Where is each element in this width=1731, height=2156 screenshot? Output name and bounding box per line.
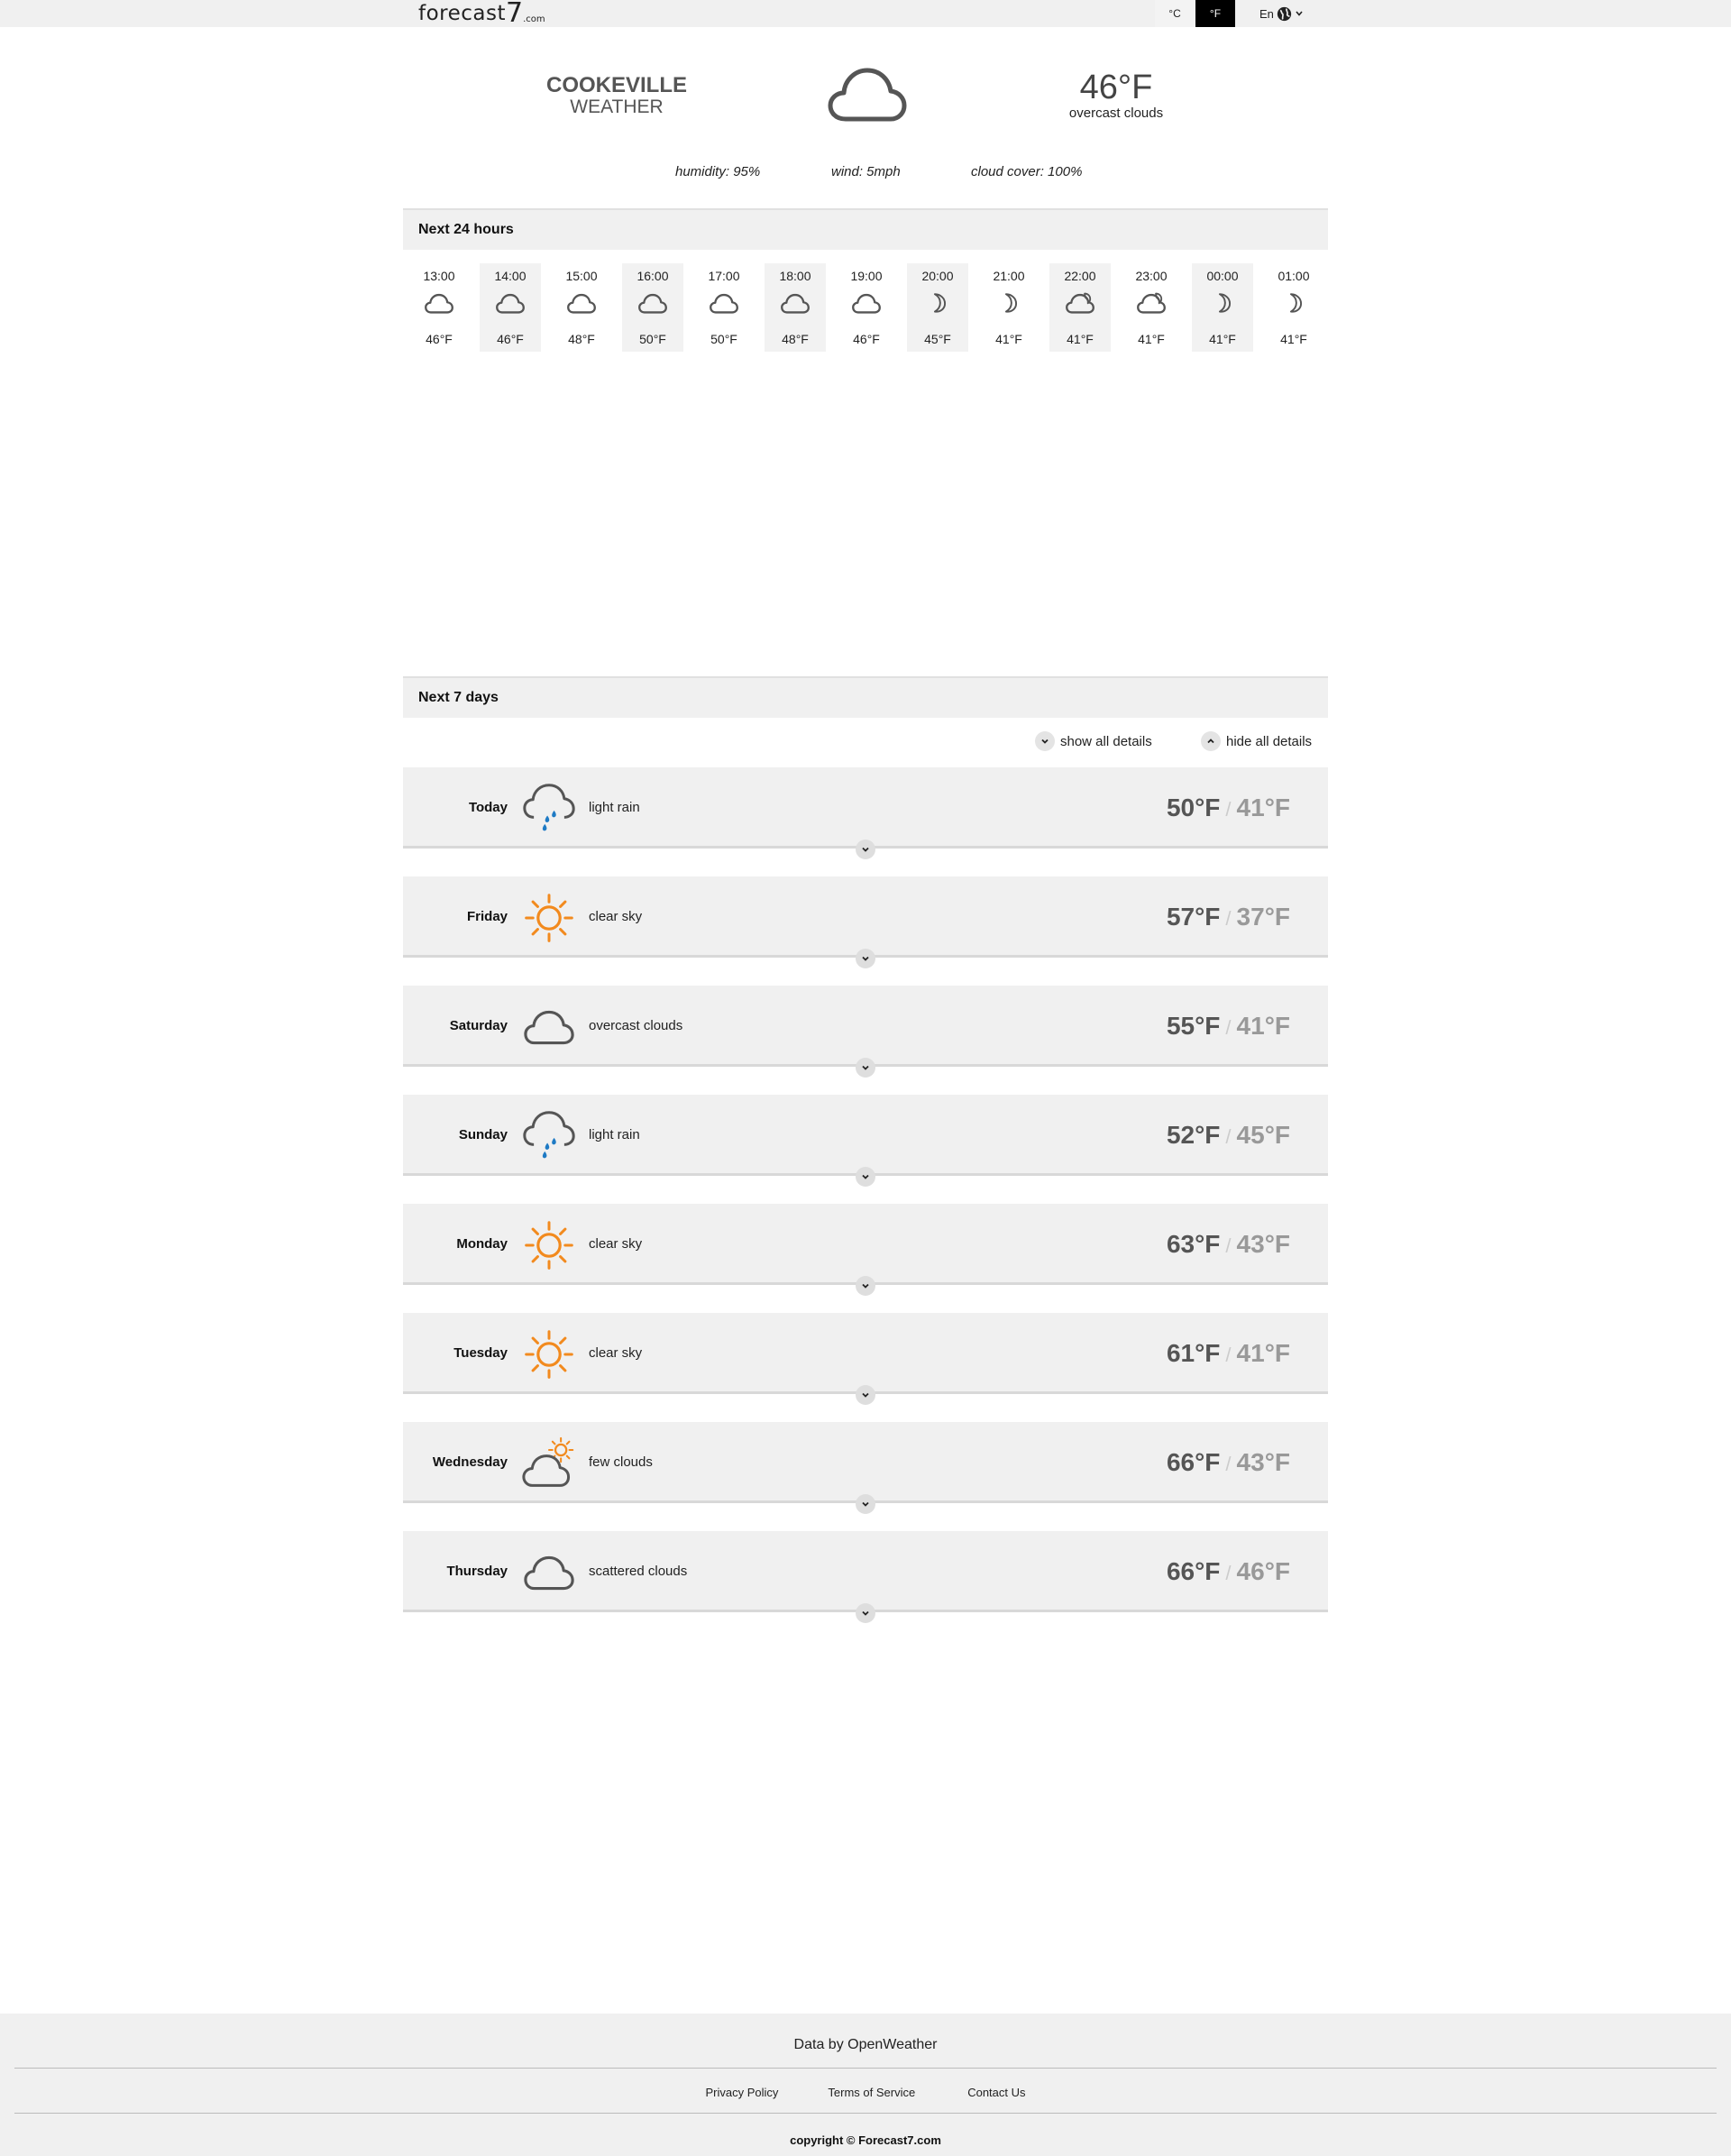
contact-us-link[interactable]: Contact Us	[967, 2086, 1026, 2099]
hourly-item	[1121, 263, 1182, 352]
expand-details-button[interactable]	[856, 1603, 875, 1623]
day-name: Thursday	[446, 1564, 508, 1579]
language-label: En	[1259, 6, 1274, 21]
day-description: scattered clouds	[589, 1564, 688, 1579]
day-name: Tuesday	[453, 1345, 508, 1361]
hourly-time: 00:00	[1206, 269, 1239, 283]
cloud-cover-stat: cloud cover: 100%	[971, 164, 1083, 179]
temperature-separator: /	[1225, 1453, 1232, 1475]
language-selector[interactable]	[1259, 0, 1304, 27]
cloud-icon	[520, 998, 578, 1056]
terms-of-service-link[interactable]: Terms of Service	[828, 2086, 916, 2099]
hourly-item	[765, 263, 826, 352]
high-temperature: 66°F	[1166, 1448, 1221, 1476]
cloud-icon	[520, 1544, 578, 1601]
hourly-item	[408, 263, 470, 352]
show-all-label: show all details	[1060, 733, 1152, 749]
hourly-time: 19:00	[850, 269, 883, 283]
hourly-temperature: 41°F	[1209, 332, 1236, 346]
hourly-item	[622, 263, 683, 352]
logo-text: forecast	[418, 2, 507, 25]
temperature-separator: /	[1225, 907, 1232, 930]
day-row[interactable]	[403, 1204, 1328, 1285]
hourly-temperature: 48°F	[568, 332, 595, 346]
hourly-temperature: 41°F	[995, 332, 1022, 346]
hourly-item	[1049, 263, 1111, 352]
data-credit: Data by OpenWeather	[793, 2037, 938, 2052]
hourly-temperature: 46°F	[426, 332, 453, 346]
day-description: clear sky	[589, 1345, 643, 1361]
hourly-time: 21:00	[993, 269, 1025, 283]
chevron-down-icon	[1035, 731, 1055, 751]
cloud-icon	[765, 292, 826, 314]
day-description: light rain	[589, 1127, 640, 1142]
chevron-down-icon	[860, 844, 871, 855]
footer-divider	[14, 2068, 1717, 2069]
low-temperature: 41°F	[1236, 1339, 1290, 1367]
low-temperature: 43°F	[1236, 1448, 1290, 1476]
expand-details-button[interactable]	[856, 1167, 875, 1187]
day-temperatures	[1167, 986, 1290, 1067]
hourly-temperature: 41°F	[1138, 332, 1165, 346]
day-name: Monday	[456, 1236, 508, 1252]
high-temperature: 50°F	[1166, 794, 1221, 821]
city-title	[508, 74, 725, 117]
cloud-moon-icon	[1049, 292, 1111, 314]
high-temperature: 66°F	[1166, 1557, 1221, 1585]
hourly-section-title: Next 24 hours	[403, 208, 1328, 250]
day-row[interactable]	[403, 986, 1328, 1067]
rain-cloud-icon	[520, 780, 578, 838]
moon-icon	[1192, 292, 1253, 314]
hourly-time: 22:00	[1064, 269, 1096, 283]
hourly-time: 20:00	[921, 269, 954, 283]
hourly-time: 23:00	[1135, 269, 1168, 283]
cloud-moon-icon	[1121, 292, 1182, 314]
hide-all-details-button[interactable]	[1201, 731, 1312, 751]
low-temperature: 46°F	[1236, 1557, 1290, 1585]
cloud-icon	[622, 292, 683, 314]
day-temperatures	[1167, 876, 1290, 958]
logo-number: 7	[506, 0, 524, 29]
day-temperatures	[1167, 1095, 1290, 1176]
chevron-down-icon	[860, 953, 871, 964]
day-description: overcast clouds	[589, 1018, 683, 1033]
expand-details-button[interactable]	[856, 1058, 875, 1078]
hourly-item	[480, 263, 541, 352]
moon-icon	[907, 292, 968, 314]
hourly-item	[978, 263, 1040, 352]
sun-icon	[520, 889, 578, 947]
hourly-time: 15:00	[565, 269, 598, 283]
chevron-down-icon	[860, 1280, 871, 1291]
high-temperature: 52°F	[1166, 1121, 1221, 1149]
chevron-down-icon	[860, 1171, 871, 1182]
hourly-item	[907, 263, 968, 352]
current-conditions	[1035, 69, 1197, 121]
wind-stat: wind: 5mph	[831, 164, 901, 179]
day-temperatures	[1167, 1204, 1290, 1285]
expand-details-button[interactable]	[856, 949, 875, 968]
day-description: light rain	[589, 800, 640, 815]
hourly-temperature: 41°F	[1280, 332, 1307, 346]
current-condition: overcast clouds	[1068, 106, 1164, 121]
day-row[interactable]	[403, 1422, 1328, 1503]
hide-all-label: hide all details	[1226, 733, 1313, 749]
expand-details-button[interactable]	[856, 1276, 875, 1296]
low-temperature: 43°F	[1236, 1230, 1290, 1258]
temperature-separator: /	[1225, 1234, 1232, 1257]
temperature-separator: /	[1225, 1344, 1232, 1366]
day-temperatures	[1167, 767, 1290, 849]
sun-icon	[520, 1326, 578, 1383]
chevron-down-icon	[860, 1390, 871, 1400]
hourly-item	[551, 263, 612, 352]
globe-icon	[1277, 6, 1292, 22]
hourly-time: 13:00	[423, 269, 455, 283]
day-description: clear sky	[589, 909, 643, 924]
temperature-separator: /	[1225, 798, 1232, 821]
day-description: clear sky	[589, 1236, 643, 1252]
day-temperatures	[1167, 1313, 1290, 1394]
day-row[interactable]	[403, 876, 1328, 958]
day-row[interactable]	[403, 767, 1328, 849]
fahrenheit-button[interactable]: °F	[1195, 0, 1235, 27]
sun-icon	[520, 1216, 578, 1274]
cloud-icon	[551, 292, 612, 314]
low-temperature: 45°F	[1236, 1121, 1290, 1149]
expand-details-button[interactable]	[856, 839, 875, 859]
moon-icon	[1263, 292, 1324, 314]
top-bar	[0, 0, 1731, 27]
temperature-separator: /	[1225, 1562, 1232, 1584]
hourly-time: 16:00	[637, 269, 669, 283]
footer-divider	[14, 2113, 1717, 2114]
hourly-temperature: 50°F	[639, 332, 666, 346]
hourly-temperature: 45°F	[924, 332, 951, 346]
show-all-details-button[interactable]	[1035, 731, 1152, 751]
hourly-time: 18:00	[779, 269, 811, 283]
hourly-temperature: 48°F	[782, 332, 809, 346]
day-description: few clouds	[589, 1454, 653, 1470]
day-name: Today	[468, 800, 508, 815]
day-temperatures	[1167, 1422, 1290, 1503]
day-name: Wednesday	[432, 1454, 508, 1470]
high-temperature: 55°F	[1166, 1012, 1221, 1040]
chevron-down-icon	[860, 1499, 871, 1509]
chevron-down-icon	[860, 1062, 871, 1073]
day-row[interactable]	[403, 1531, 1328, 1612]
hourly-item	[836, 263, 897, 352]
hourly-item	[1192, 263, 1253, 352]
current-temperature: 46°F	[1079, 69, 1153, 106]
copyright: copyright © Forecast7.com	[790, 2133, 941, 2147]
chevron-down-icon	[860, 1608, 871, 1619]
privacy-policy-link[interactable]: Privacy Policy	[705, 2086, 779, 2099]
chevron-up-icon	[1201, 731, 1221, 751]
cloud-icon	[408, 292, 470, 314]
hourly-time: 14:00	[494, 269, 527, 283]
high-temperature: 61°F	[1166, 1339, 1221, 1367]
hourly-time: 17:00	[708, 269, 740, 283]
day-name: Friday	[466, 909, 508, 924]
expand-details-button[interactable]	[856, 1494, 875, 1514]
footer-links	[0, 2086, 1731, 2099]
hourly-item	[1263, 263, 1324, 352]
temperature-separator: /	[1225, 1125, 1232, 1148]
expand-details-button[interactable]	[856, 1385, 875, 1405]
day-name: Sunday	[458, 1127, 508, 1142]
day-row[interactable]	[403, 1095, 1328, 1176]
high-temperature: 63°F	[1166, 1230, 1221, 1258]
footer	[0, 2014, 1731, 2156]
hourly-temperature: 50°F	[710, 332, 737, 346]
day-name: Saturday	[449, 1018, 508, 1033]
low-temperature: 41°F	[1236, 1012, 1290, 1040]
chevron-down-icon	[1295, 9, 1304, 18]
hourly-temperature: 41°F	[1067, 332, 1094, 346]
hourly-temperature: 46°F	[853, 332, 880, 346]
low-temperature: 41°F	[1236, 794, 1290, 821]
cloud-icon	[480, 292, 541, 314]
hourly-time: 01:00	[1278, 269, 1310, 283]
site-logo[interactable]	[418, 0, 545, 27]
city-name: COOKEVILLE	[545, 73, 687, 97]
high-temperature: 57°F	[1166, 903, 1221, 931]
day-row[interactable]	[403, 1313, 1328, 1394]
day-temperatures	[1167, 1531, 1290, 1612]
daily-section-title: Next 7 days	[403, 676, 1328, 718]
cloud-icon	[836, 292, 897, 314]
logo-domain: .com	[523, 14, 545, 24]
humidity-stat: humidity: 95%	[675, 164, 761, 179]
moon-icon	[978, 292, 1040, 314]
temperature-separator: /	[1225, 1016, 1232, 1039]
city-subtitle: WEATHER	[570, 96, 664, 117]
cloud-sun-icon	[520, 1435, 578, 1492]
celsius-button[interactable]: °C	[1155, 0, 1195, 27]
low-temperature: 37°F	[1236, 903, 1290, 931]
rain-cloud-icon	[520, 1107, 578, 1165]
hourly-temperature: 46°F	[497, 332, 524, 346]
cloud-icon	[693, 292, 755, 314]
hourly-item	[693, 263, 755, 352]
cloud-icon	[828, 65, 907, 129]
